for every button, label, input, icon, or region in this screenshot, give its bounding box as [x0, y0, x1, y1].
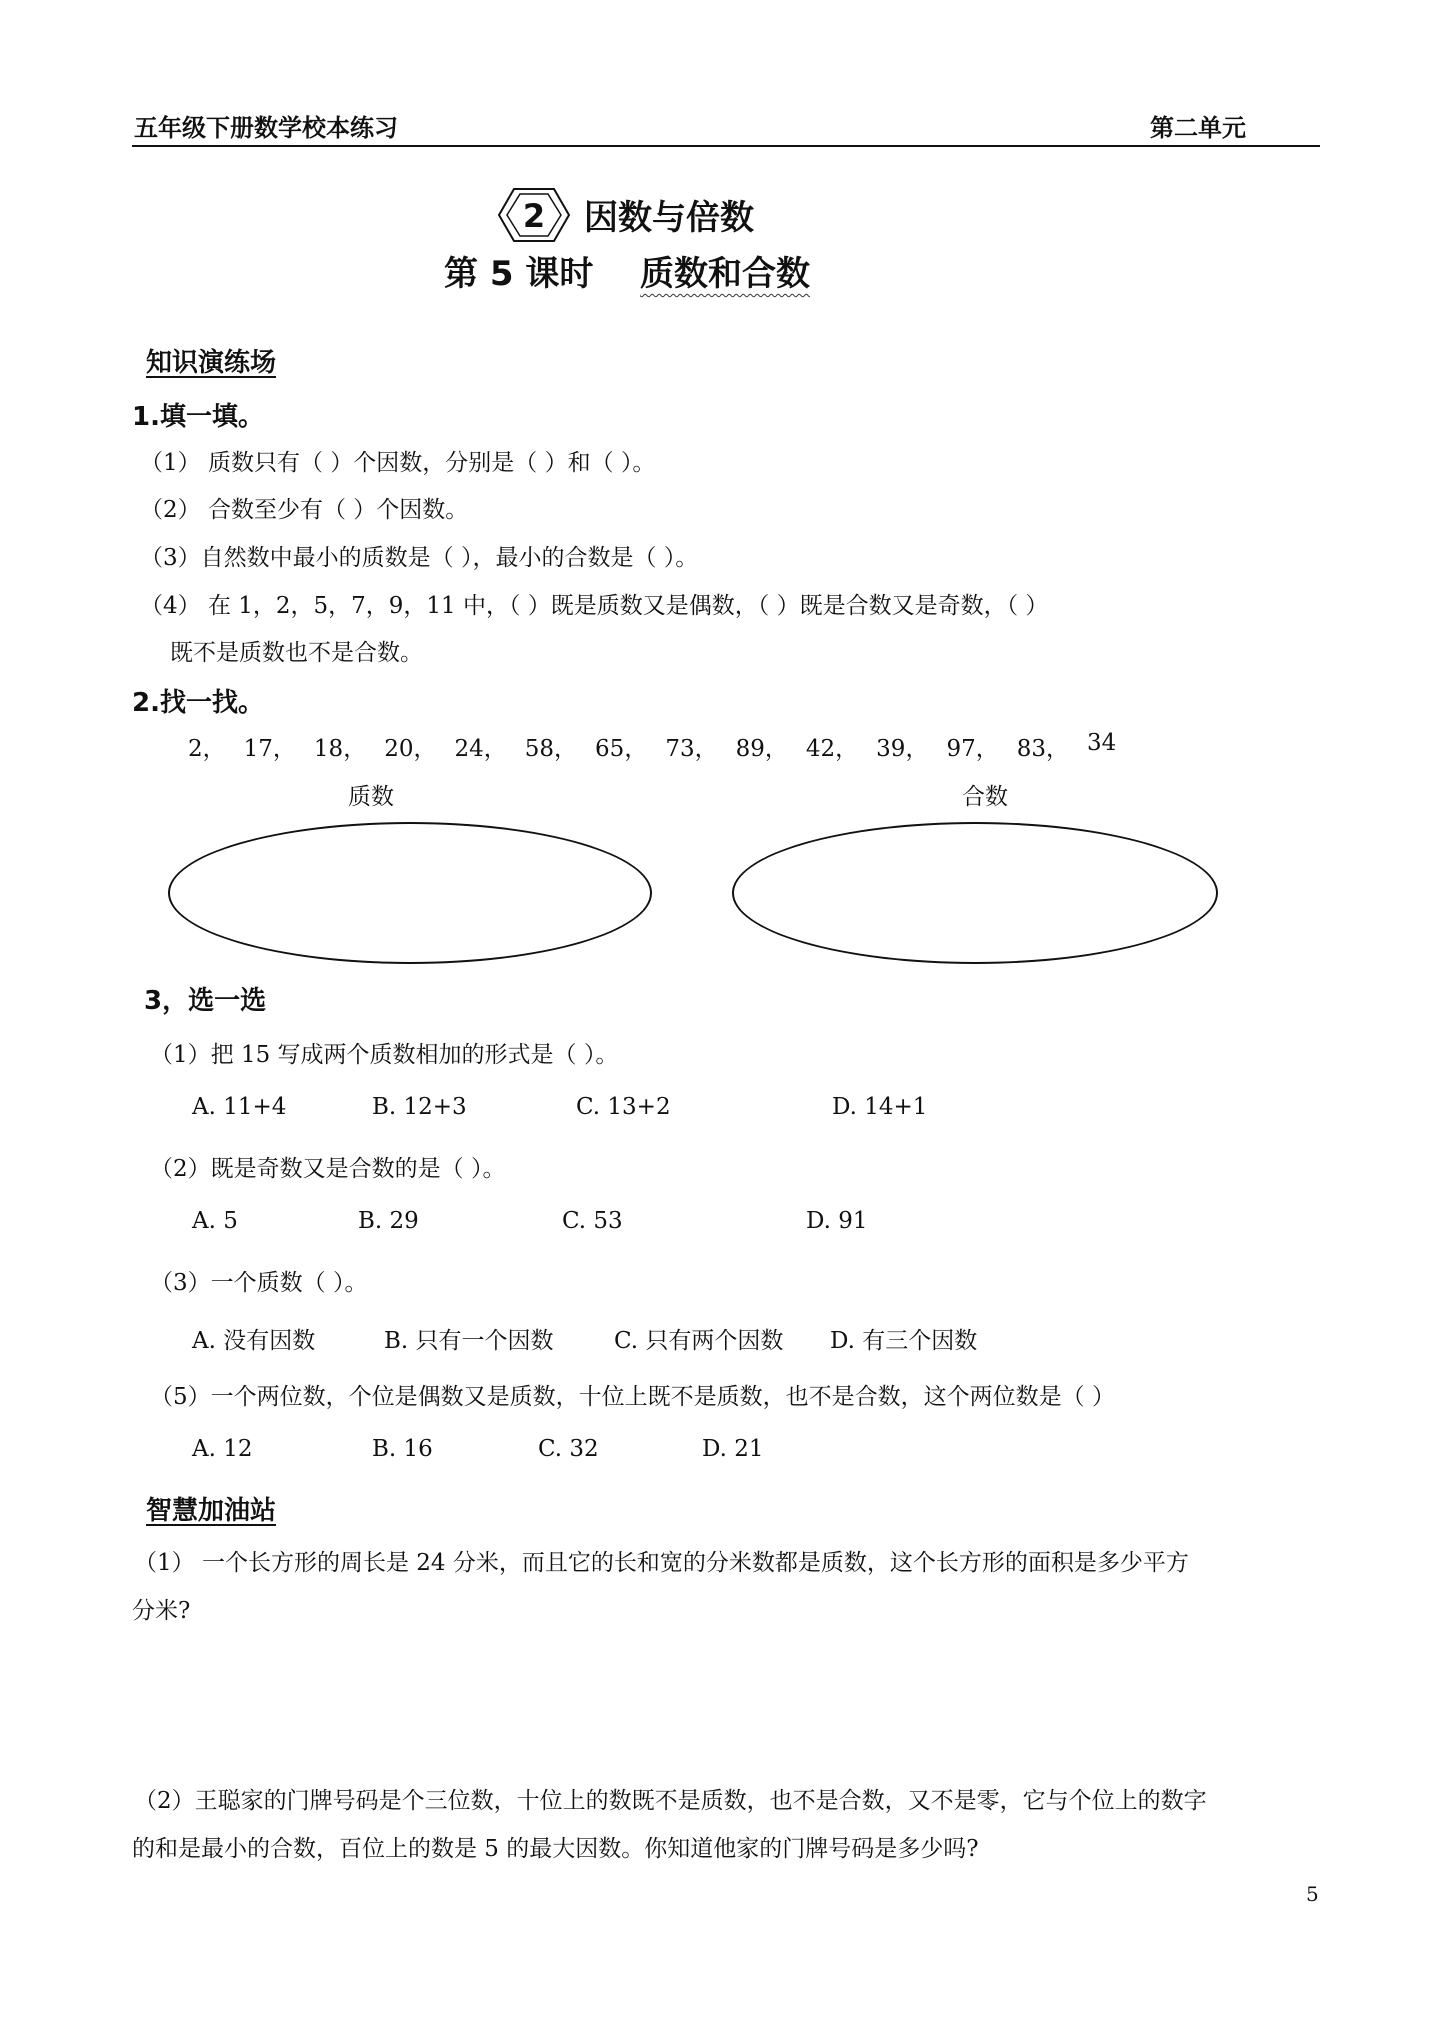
- header-rule: [132, 145, 1320, 147]
- number-item: 97，: [946, 736, 999, 762]
- label-prime: 质数: [348, 784, 394, 810]
- q3-option[interactable]: D. 14+1: [832, 1094, 928, 1120]
- q3-option[interactable]: D. 有三个因数: [830, 1328, 978, 1354]
- unit-title: 因数与倍数: [584, 198, 754, 238]
- number-item: 89，: [735, 736, 788, 762]
- number-item: 18，: [313, 736, 367, 762]
- number-item: 20，: [384, 736, 437, 762]
- label-composite: 合数: [962, 784, 1008, 810]
- q3-option[interactable]: D. 91: [806, 1208, 868, 1234]
- q3-option[interactable]: C. 53: [562, 1208, 623, 1234]
- q3-title: 3，选一选: [144, 986, 267, 1016]
- unit-number: 2: [522, 197, 546, 235]
- q3-option[interactable]: D. 21: [702, 1436, 764, 1462]
- section-title-practice: 知识演练场: [146, 348, 277, 378]
- q3-option[interactable]: B. 只有一个因数: [384, 1328, 554, 1354]
- q2-title: 2.找一找。: [132, 688, 264, 718]
- q3-option[interactable]: A. 5: [192, 1208, 238, 1234]
- page-number: 5: [1306, 1882, 1319, 1906]
- prime-ellipse[interactable]: [168, 822, 652, 964]
- number-item: 65，: [595, 736, 648, 762]
- q3-stem: （1）把 15 写成两个质数相加的形式是（ ）。: [150, 1042, 619, 1068]
- problem-1-line2: 分米?: [132, 1598, 191, 1624]
- q3-option[interactable]: C. 只有两个因数: [614, 1328, 784, 1354]
- q1-item: （4） 在 1，2，5，7，9，11 中，（ ）既是质数又是偶数，（ ）既是合数又是奇数，（ ）: [140, 593, 1049, 619]
- q1-item: （2） 合数至少有（ ）个因数。: [140, 497, 469, 523]
- number-item: 58，: [524, 736, 578, 762]
- q3-option[interactable]: B. 16: [372, 1436, 433, 1462]
- number-item: 83，: [1016, 736, 1070, 762]
- q1-item: （3）自然数中最小的质数是（ ），最小的合数是（ ）。: [140, 545, 699, 571]
- q1-item-continued: 既不是质数也不是合数。: [170, 640, 423, 666]
- number-item: 42，: [805, 736, 859, 762]
- section-title-challenge: 智慧加油站: [146, 1496, 277, 1526]
- q3-option[interactable]: A. 11+4: [192, 1094, 287, 1120]
- q3-option[interactable]: A. 没有因数: [192, 1328, 316, 1354]
- q3-option[interactable]: C. 13+2: [576, 1094, 671, 1120]
- number-item: 39，: [876, 736, 929, 762]
- q3-option[interactable]: A. 12: [192, 1436, 253, 1462]
- problem-1-line1: （1） 一个长方形的周长是 24 分米，而且它的长和宽的分米数都是质数，这个长方形的面积是多少平方: [134, 1550, 1189, 1576]
- q3-stem: （3）一个质数（ ）。: [150, 1270, 368, 1296]
- problem-2-line2: 的和是最小的合数，百位上的数是 5 的最大因数。你知道他家的门牌号码是多少吗?: [132, 1836, 979, 1862]
- q1-item: （1） 质数只有（ ）个因数，分别是（ ）和（ ）。: [140, 450, 656, 476]
- q1-title: 1.填一填。: [132, 402, 264, 432]
- q3-stem: （2）既是奇数又是合数的是（ ）。: [150, 1156, 506, 1182]
- composite-ellipse[interactable]: [732, 822, 1218, 964]
- unit-badge-icon: [496, 186, 572, 244]
- q2-number-list: [188, 730, 1116, 763]
- q3-option[interactable]: C. 32: [538, 1436, 599, 1462]
- number-item: 24，: [454, 736, 507, 762]
- number-item: 2，: [188, 736, 226, 762]
- number-item: 17，: [243, 736, 296, 762]
- number-item: 73，: [665, 736, 718, 762]
- problem-2-line1: （2）王聪家的门牌号码是个三位数，十位上的数既不是质数，也不是合数，又不是零，它与个位上的数字: [134, 1788, 1207, 1814]
- header-left: 五年级下册数学校本练习: [134, 114, 398, 142]
- header-right: 第二单元: [1150, 114, 1246, 142]
- lesson-title: 质数和合数: [640, 254, 810, 294]
- number-item: 34: [1087, 730, 1117, 756]
- q3-option[interactable]: B. 29: [358, 1208, 419, 1234]
- lesson-prefix: 第 5 课时: [444, 254, 594, 294]
- q3-option[interactable]: B. 12+3: [372, 1094, 467, 1120]
- q3-stem: （5）一个两位数，个位是偶数又是质数，十位上既不是质数，也不是合数，这个两位数是（ ）: [150, 1384, 1115, 1410]
